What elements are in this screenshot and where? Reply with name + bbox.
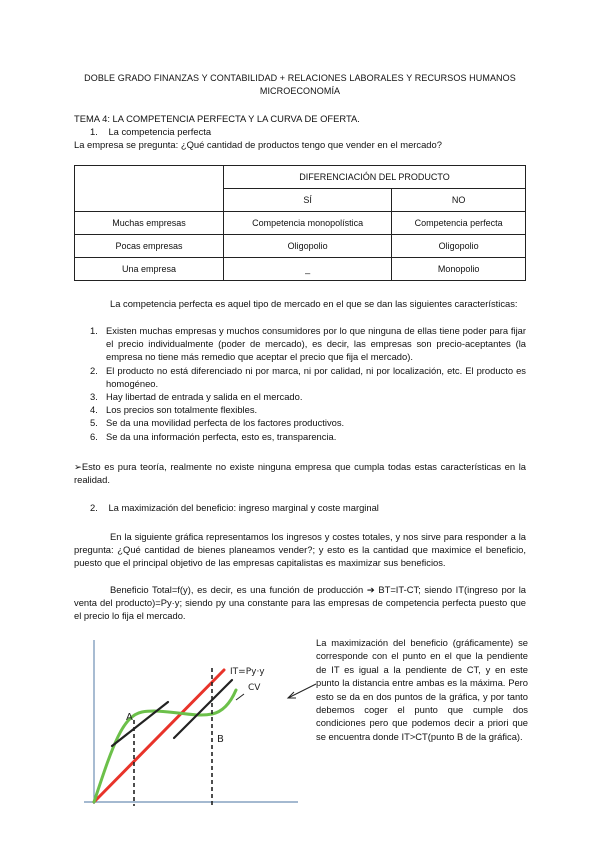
list-item: [74, 324, 526, 364]
graph-intro-paragraph: En la siguiente gráfica representamos los ingresos y costes totales, y nos sirve para responder a la pregunta: ¿Qué cantidad de bienes planeamos vender?; y esto es la cantidad que maximice el beneficio, puesto que el principal objetivo de las empresas capitalistas es maximizar sus beneficios.: [74, 531, 526, 569]
document-header-subject: MICROECONOMÍA: [259, 86, 341, 96]
list-item: [74, 364, 526, 390]
table-row: [75, 212, 526, 235]
table-row-label: Pocas empresas: [75, 235, 224, 258]
table-col-no: NO: [392, 189, 526, 212]
table-cell: _: [224, 258, 392, 281]
list-number: 2.: [90, 364, 98, 376]
list-item-text: Los precios son totalmente flexibles.: [106, 404, 258, 416]
point-b-label: B: [217, 734, 224, 745]
intro-paragraph: La competencia perfecta es aquel tipo de mercado en el que se dan las siguientes características:: [110, 298, 518, 309]
section-1-title: La competencia perfecta: [108, 126, 212, 137]
market-structure-table: [74, 165, 526, 281]
list-item-text: Existen muchas empresas y muchos consumidores por lo que ninguna de ellas tiene poder para fijar el precio individualmente (poder de mercado), es decir, las empresas son precio-aceptantes (la empresa no tiene más remedio que aceptar el precio que fija el mercado).: [106, 325, 526, 363]
pointer-arrow-icon: [284, 680, 318, 704]
characteristics-list: [74, 324, 526, 443]
list-number: 5.: [90, 417, 98, 429]
list-number: 6.: [90, 430, 98, 442]
table-row-label: Una empresa: [75, 258, 224, 281]
table-row: [75, 235, 526, 258]
table-col-si: SÍ: [224, 189, 392, 212]
table-row: [75, 258, 526, 281]
table-cell: Monopolio: [392, 258, 526, 281]
profit-maximization-graph: [72, 628, 310, 828]
list-item-text: El producto no está diferenciado ni por marca, ni por calidad, ni por localización, etc. El producto es homogéneo.: [106, 364, 526, 389]
arrow-bullet-icon: ➢: [74, 461, 82, 472]
table-cell: Competencia perfecta: [392, 212, 526, 235]
list-item-text: Hay libertad de entrada y salida en el mercado.: [106, 391, 303, 403]
table-corner-cell: [75, 166, 224, 212]
section-2-heading: [90, 501, 379, 514]
ct-pointer: [236, 694, 244, 700]
section-1-heading: [90, 125, 211, 138]
table-row-label: Muchas empresas: [75, 212, 224, 235]
it-label: IT=Py·y: [230, 667, 265, 677]
point-a-label: A: [126, 712, 133, 723]
list-number: 3.: [90, 391, 98, 403]
beneficio-paragraph: Beneficio Total=f(y), es decir, es una función de producción ➔ BT=IT-CT; siendo IT(ingreso por la venta del producto)=Py·y; siendo py una constante para las empresas de competencia perfecta puesto que el precio lo fija el mercado.: [74, 584, 526, 622]
table-cell: Oligopolio: [392, 235, 526, 258]
tangent-line-a: [112, 702, 168, 746]
graph-explanation-text: La maximización del beneficio (gráficamente) se corresponde con el punto en el que la pendiente de IT es igual a la pendiente de CT, y en este punto la distancia entre ambas es la máxima. Pero esto se da en dos puntos de la gráfica, y por tanto debemos coger el punto que cumple dos condiciones pero que podemos decir a priori que se encuentra donde IT>CT(punto B de la gráfica).: [316, 637, 528, 742]
section-2-number: 2.: [90, 502, 98, 513]
list-item: [74, 390, 526, 403]
list-number: 1.: [90, 325, 98, 336]
table-cell: Oligopolio: [224, 235, 392, 258]
note-paragraph: [74, 460, 526, 486]
it-line: [94, 670, 224, 802]
section-2-title: La maximización del beneficio: ingreso marginal y coste marginal: [108, 502, 379, 513]
ct-curve: [94, 690, 236, 802]
section-1-number: 1.: [90, 126, 98, 137]
list-item: [74, 403, 526, 416]
list-item: [74, 430, 526, 443]
ct-label: CV: [248, 683, 261, 693]
document-header-course: DOBLE GRADO FINANZAS Y CONTABILIDAD + RELACIONES LABORALES Y RECURSOS HUMANOS: [84, 73, 516, 83]
list-number: 4.: [90, 404, 98, 416]
list-item: [74, 416, 526, 429]
tema-title: TEMA 4: LA COMPETENCIA PERFECTA Y LA CURVA DE OFERTA.: [74, 113, 360, 124]
note-text: Esto es pura teoría, realmente no existe ninguna empresa que cumpla todas estas características en la realidad.: [74, 461, 526, 486]
table-header: DIFERENCIACIÓN DEL PRODUCTO: [224, 166, 526, 189]
graph-svg: [72, 628, 310, 828]
table-cell: Competencia monopolística: [224, 212, 392, 235]
list-item-text: Se da una información perfecta, esto es, transparencia.: [106, 430, 337, 442]
list-item-text: Se da una movilidad perfecta de los factores productivos.: [106, 417, 345, 429]
question-text: La empresa se pregunta: ¿Qué cantidad de productos tengo que vender en el mercado?: [74, 139, 442, 150]
